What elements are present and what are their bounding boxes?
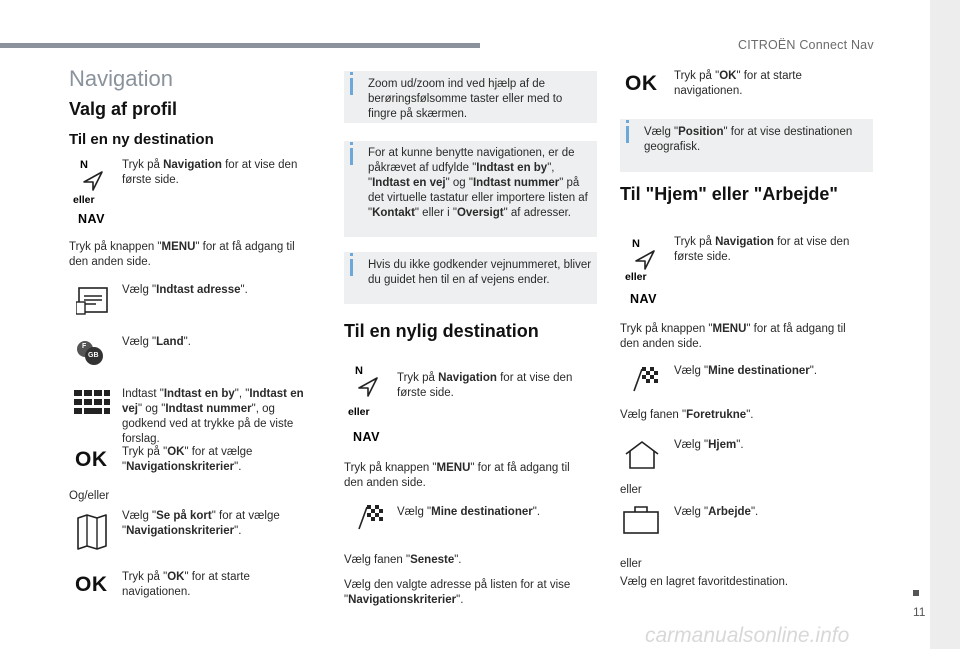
eller-label: eller (348, 406, 370, 418)
info-position-text: Vælg "Position" for at vise destinationen geografisk. (644, 126, 853, 153)
eller-label: eller (73, 194, 95, 206)
info-icon (350, 148, 353, 165)
col1-menu-text: Tryk på knappen "MENU" for at få adgang til den anden side. (69, 241, 295, 268)
col3-saved-favorite: Vælg en lagret favoritdestination. (620, 576, 789, 588)
brand-label: CITROËN Connect Nav (738, 38, 874, 52)
info-street-text: Hvis du ikke godkender vejnummeret, bliver du guidet hen til en af vejens ender. (368, 259, 592, 286)
col2-tab-recent: Vælg fanen "Seneste". (344, 554, 462, 566)
nav-text: NAV (353, 430, 380, 444)
country-flag-icon: F GB (76, 340, 104, 366)
keyboard-icon (74, 390, 110, 414)
col3-tab-favorites: Vælg fanen "Foretrukne". (620, 409, 754, 421)
col2-menu-text: Tryk på knappen "MENU" for at få adgang til den anden side. (344, 462, 570, 489)
col1-step-navigation: Tryk på Navigation for at vise den første side. (122, 159, 298, 186)
ok-icon: OK (75, 573, 108, 596)
og-eller-label: Og/eller (69, 490, 110, 502)
col2-step-my-destinations: Vælg "Mine destinationer". (397, 506, 541, 518)
north-letter: N (80, 159, 88, 171)
info-box-street-number (344, 252, 597, 304)
col3-menu-text: Tryk på knappen "MENU" for at få adgang til den anden side. (620, 323, 846, 350)
col3-step-home: Vælg "Hjem". (674, 439, 744, 451)
map-icon (76, 514, 108, 550)
nav-button-icon (68, 157, 118, 227)
home-icon (624, 440, 660, 470)
page-title: Navigation (69, 66, 173, 91)
navigation-arrow-icon (82, 171, 104, 191)
ok-icon: OK (75, 448, 108, 471)
watermark: carmanualsonline.info (645, 624, 850, 647)
north-letter: N (632, 238, 640, 250)
info-box-position (620, 119, 873, 172)
col3-step-ok-start: Tryk på "OK" for at starte navigationen. (674, 70, 802, 97)
nav-button-icon (620, 236, 670, 306)
col1-step-map: Vælg "Se på kort" for at vælge "Navigationskriterier". (122, 510, 280, 537)
info-box-requirements (344, 141, 597, 237)
navigation-arrow-icon (357, 377, 379, 397)
nav-button-icon (343, 363, 393, 444)
ok-icon: OK (625, 72, 658, 95)
home-work-heading: Til "Hjem" eller "Arbejde" (620, 184, 838, 204)
col1-step-enter-fields: Indtast "Indtast en by", "Indtast en vej" og "Indtast nummer", og godkend ved at trykke på de viste forslag. (122, 388, 304, 445)
enter-address-icon (76, 286, 110, 316)
eller-label: eller (625, 271, 647, 283)
col2-select-address: Vælg den valgte adresse på listen for at vise "Navigationskriterier". (344, 579, 571, 606)
checkered-flag-icon (357, 505, 383, 531)
page-number: 11 (913, 605, 926, 619)
info-zoom-text: Zoom ud/zoom ind ved hjælp af de berøringsfølsomme taster eller med to fingre på skærmen. (368, 78, 563, 120)
info-icon (626, 126, 629, 143)
nav-text: NAV (630, 292, 657, 306)
north-letter: N (355, 365, 363, 377)
info-requirements-text: For at kunne benytte navigationen, er de påkrævet af udfylde "Indtast en by", "Indtast en vej" og "Indtast nummer" på det virtuelle tastatur eller importere listen af "Kontakt" eller i "Oversigt" af adresser. (368, 147, 588, 219)
eller-text-2: eller (620, 558, 642, 570)
info-icon (350, 259, 353, 276)
work-briefcase-icon (622, 505, 660, 535)
col1-step-ok-criteria: Tryk på "OK" for at vælge "Navigationskriterier". (122, 446, 253, 473)
navigation-arrow-icon (634, 250, 656, 270)
col3-step-my-destinations: Vælg "Mine destinationer". (674, 365, 818, 377)
info-icon (350, 78, 353, 95)
col1-step-ok-start: Tryk på "OK" for at starte navigationen. (122, 571, 250, 598)
col1-step-address: Vælg "Indtast adresse". (122, 284, 248, 296)
info-box-zoom (344, 71, 597, 123)
checkered-flag-icon (632, 367, 658, 393)
profile-heading: Valg af profil (69, 99, 178, 119)
col3-step-navigation: Tryk på Navigation for at vise den første side. (674, 236, 850, 263)
recent-destination-heading: Til en nylig destination (344, 321, 539, 341)
col2-step-navigation: Tryk på Navigation for at vise den første side. (397, 372, 573, 399)
col3-step-work: Vælg "Arbejde". (674, 506, 759, 518)
header-rule (0, 43, 480, 48)
col1-step-country: Vælg "Land". (122, 336, 191, 348)
eller-text-1: eller (620, 484, 642, 496)
new-destination-heading: Til en ny destination (69, 131, 214, 148)
nav-text: NAV (78, 212, 105, 226)
page-side-strip (930, 0, 960, 649)
continue-marker (913, 590, 919, 596)
